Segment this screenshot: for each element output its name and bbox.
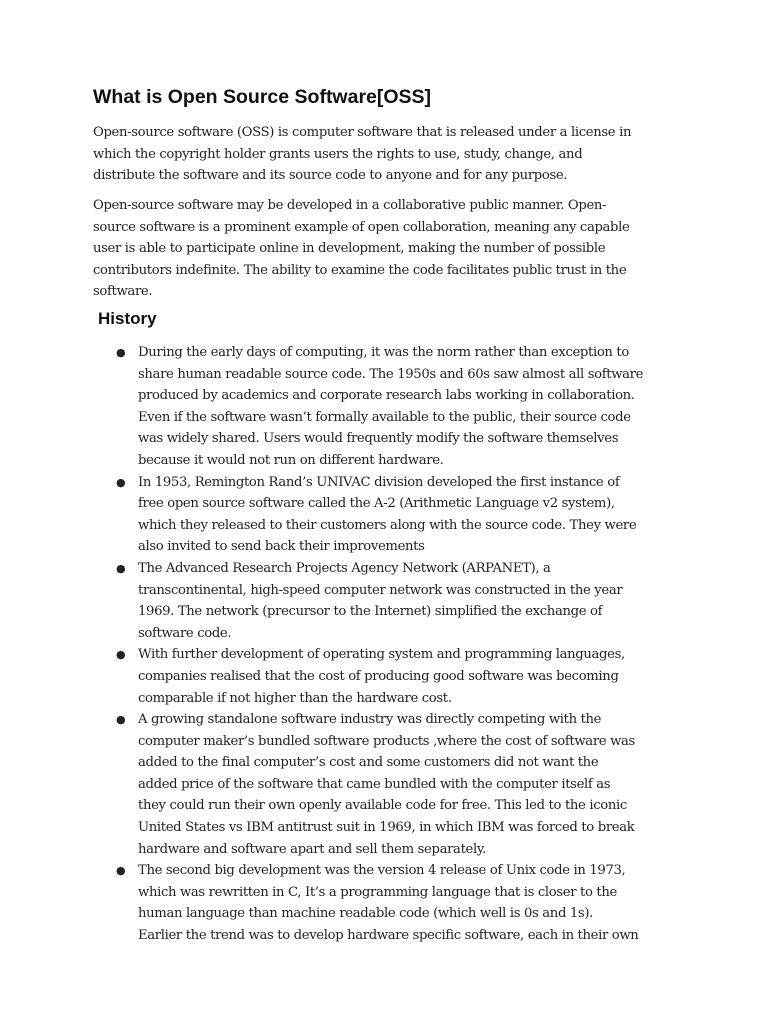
list-item bbox=[116, 644, 643, 709]
bullet-icon: ● bbox=[116, 648, 126, 662]
paragraph-line: software. bbox=[93, 284, 153, 299]
history-list bbox=[116, 342, 644, 947]
list-item-line: A growing standalone software industry was directly competing with the bbox=[138, 712, 602, 728]
list-item-line: Even if the software wasn’t formally available to the public, their source code bbox=[138, 409, 631, 425]
paragraph-line: contributors indefinite. The ability to examine the code facilitates public trust in the bbox=[93, 262, 627, 278]
bullet-icon: ● bbox=[116, 561, 126, 575]
list-item-line: which they released to their customers along with the source code. They were bbox=[138, 517, 637, 533]
bullet-icon: ● bbox=[116, 713, 126, 727]
list-item-line: transcontinental, high-speed computer network was constructed in the year bbox=[138, 582, 623, 598]
list-item-line: In 1953, Remington Rand’s UNIVAC division developed the first instance of bbox=[138, 474, 620, 490]
list-item-line: The second big development was the version 4 release of Unix code in 1973, bbox=[138, 863, 626, 879]
list-item-line: free open source software called the A-2 (Arithmetic Language v2 system), bbox=[138, 496, 615, 512]
list-item-line: added to the final computer’s cost and some customers did not want the bbox=[138, 755, 599, 771]
paragraph-line: distribute the software and its source code to anyone and for any purpose. bbox=[93, 168, 568, 183]
list-item-line: computer maker’s bundled software products ,where the cost of software was bbox=[138, 733, 635, 749]
paragraph-line: Open-source software (OSS) is computer software that is released under a license in bbox=[93, 125, 632, 140]
list-item-line: hardware and software apart and sell them separately. bbox=[138, 841, 487, 857]
list-item bbox=[116, 860, 643, 946]
list-item-line: they could run their own openly available code for free. This led to the iconic bbox=[138, 798, 627, 814]
list-item-line: 1969. The network (precursor to the Internet) simplified the exchange of bbox=[138, 604, 603, 620]
list-item-line: companies realised that the cost of producing good software was becoming bbox=[138, 668, 619, 684]
list-item bbox=[116, 472, 643, 558]
list-item bbox=[116, 709, 643, 860]
list-item-line: The Advanced Research Projects Agency Network (ARPANET), a bbox=[138, 560, 551, 576]
bullet-icon: ● bbox=[116, 864, 126, 878]
list-item-line: comparable if not higher than the hardware cost. bbox=[138, 690, 452, 706]
list-item-line: United States vs IBM antitrust suit in 1969, in which IBM was forced to break bbox=[138, 820, 635, 836]
paragraph-line: which the copyright holder grants users the rights to use, study, change, and bbox=[93, 146, 583, 162]
paragraph-line: user is able to participate online in development, making the number of possible bbox=[93, 241, 606, 256]
bullet-icon: ● bbox=[116, 475, 126, 489]
list-item-line: software code. bbox=[138, 625, 232, 641]
list-item-line: human language than machine readable code (which well is 0s and 1s). bbox=[138, 906, 593, 922]
bullet-icon: ● bbox=[116, 346, 126, 359]
collaboration-paragraph bbox=[93, 195, 629, 303]
list-item-line: was widely shared. Users would frequently modify the software themselves bbox=[138, 431, 619, 447]
list-item-line: share human readable source code. The 1950s and 60s saw almost all software bbox=[138, 366, 644, 382]
list-item-line: During the early days of computing, it was the norm rather than exception to bbox=[138, 345, 629, 360]
list-item bbox=[116, 342, 644, 472]
list-item-line: Earlier the trend was to develop hardware specific software, each in their own bbox=[138, 928, 639, 944]
list-item bbox=[116, 558, 643, 644]
list-item-line: which was rewritten in C, It’s a programming language that is closer to the bbox=[138, 884, 617, 900]
list-item-line: also invited to send back their improvements bbox=[138, 539, 425, 555]
intro-paragraph bbox=[93, 122, 631, 187]
paragraph-line: Open-source software may be developed in a collaborative public manner. Open- bbox=[93, 198, 607, 213]
document-title: What is Open Source Software[OSS] bbox=[93, 86, 432, 108]
list-item-line: With further development of operating system and programming languages, bbox=[138, 647, 625, 663]
history-heading: History bbox=[98, 309, 157, 328]
list-item-line: produced by academics and corporate research labs working in collaboration. bbox=[138, 388, 635, 404]
list-item-line: because it would not run on different hardware. bbox=[138, 452, 444, 468]
paragraph-line: source software is a prominent example of open collaboration, meaning any capable bbox=[93, 219, 630, 235]
list-item-line: added price of the software that came bundled with the computer itself as bbox=[138, 776, 611, 792]
